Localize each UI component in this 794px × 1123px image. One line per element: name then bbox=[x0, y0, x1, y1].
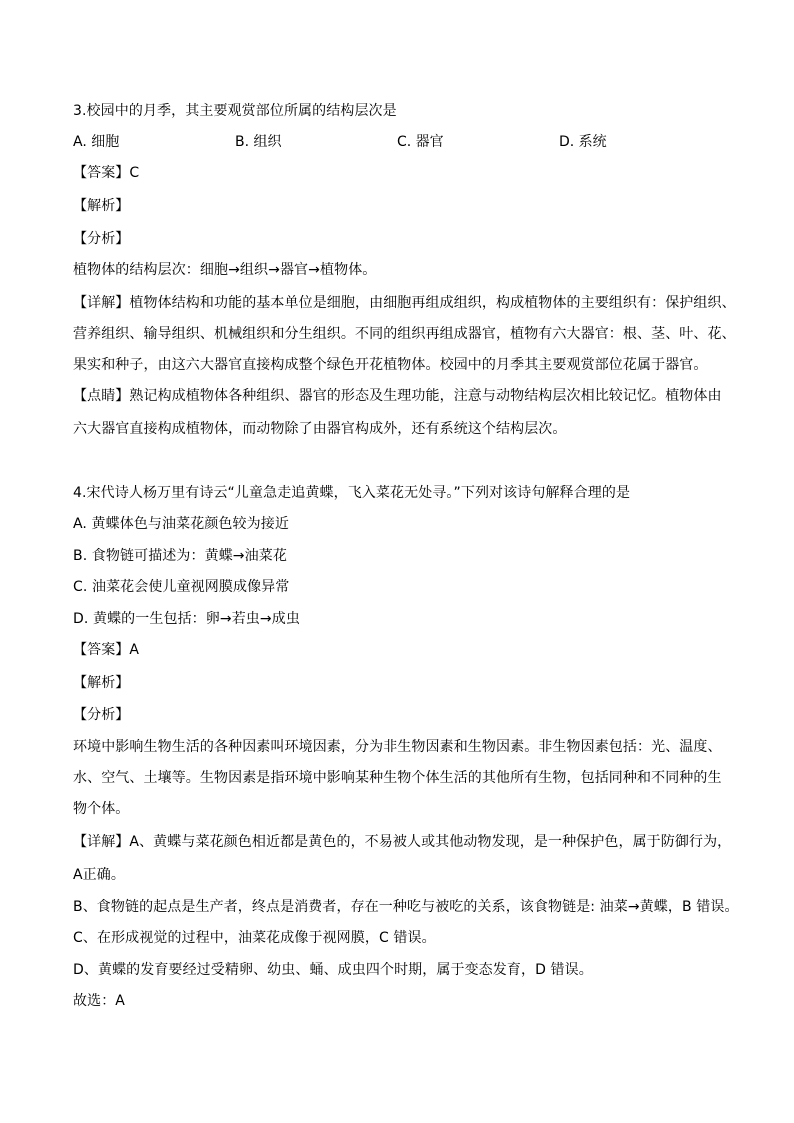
q4-detail-line-4: C、在形成视觉的过程中，油菜花成像于视网膜，C 错误。 bbox=[73, 930, 436, 946]
q3-analysis-label: 【解析】 bbox=[73, 198, 130, 214]
q3-tips-line-1: 【点睛】熟记构成植物体各种组织、器官的形态及生理功能，注意与动物结构层次相比较记忆。植物体由 bbox=[73, 388, 722, 404]
q3-answer: 【答案】C bbox=[73, 165, 140, 181]
q4-option-c: C. 油菜花会使儿童视网膜成像异常 bbox=[73, 579, 290, 595]
q4-option-a: A. 黄蝶体色与油菜花颜色较为接近 bbox=[73, 516, 289, 532]
q3-option-c: C. 器官 bbox=[397, 134, 444, 150]
q3-detail-line-1: 【详解】植物体结构和功能的基本单位是细胞，由细胞再组成组织，构成植物体的主要组织有：保护组织、 bbox=[73, 295, 736, 311]
q3-option-d: D. 系统 bbox=[559, 134, 607, 150]
q4-option-d: D. 黄蝶的一生包括：卵→若虫→成虫 bbox=[73, 611, 300, 627]
q3-option-a: A. 细胞 bbox=[73, 134, 120, 150]
q3-detail-line-3: 果实和种子，由这六大器官直接构成整个绿色开花植物体。校园中的月季其主要观赏部位花属于器官。 bbox=[73, 357, 708, 373]
q4-fenxi-label: 【分析】 bbox=[73, 707, 130, 723]
q4-stem: 4.宋代诗人杨万里有诗云“儿童急走追黄蝶，飞入菜花无处寻。”下列对该诗句解释合理的是 bbox=[73, 485, 631, 501]
q3-fenxi-text: 植物体的结构层次：细胞→组织→器官→植物体。 bbox=[73, 262, 377, 278]
q4-fenxi-line-1: 环境中影响生物生活的各种因素叫环境因素，分为非生物因素和生物因素。非生物因素包括：光、温度、 bbox=[73, 739, 722, 755]
q3-stem: 3.校园中的月季，其主要观赏部位所属的结构层次是 bbox=[73, 103, 397, 119]
q4-option-b: B. 食物链可描述为：黄蝶→油菜花 bbox=[73, 548, 287, 564]
q4-detail-line-1: 【详解】A、黄蝶与菜花颜色相近都是黄色的，不易被人或其他动物发现，是一种保护色，属于防御行为， bbox=[73, 834, 732, 850]
q4-answer: 【答案】A bbox=[73, 642, 140, 658]
q4-fenxi-line-2: 水、空气、土壤等。生物因素是指环境中影响某种生物个体生活的其他所有生物，包括同种和不同种的生 bbox=[73, 770, 722, 786]
q3-option-b: B. 组织 bbox=[235, 134, 282, 150]
q4-detail-line-3: B、食物链的起点是生产者，终点是消费者，存在一种吃与被吃的关系，该食物链是: 油菜→黄蝶，B 错误。 bbox=[73, 899, 739, 915]
q4-analysis-label: 【解析】 bbox=[73, 675, 130, 691]
q4-detail-line-2: A正确。 bbox=[73, 867, 125, 883]
q3-tips-line-2: 六大器官直接构成植物体，而动物除了由器官构成外，还有系统这个结构层次。 bbox=[73, 421, 567, 437]
q3-fenxi-label: 【分析】 bbox=[73, 231, 130, 247]
q4-fenxi-line-3: 物个体。 bbox=[73, 801, 130, 817]
q4-detail-line-5: D、黄蝶的发育要经过受精卵、幼虫、蛹、成虫四个时期，属于变态发育，D 错误。 bbox=[73, 962, 593, 978]
q4-choice: 故选：A bbox=[73, 993, 125, 1009]
q3-detail-line-2: 营养组织、输导组织、机械组织和分生组织。不同的组织再组成器官，植物有六大器官：根、茎、叶、花、 bbox=[73, 326, 736, 342]
